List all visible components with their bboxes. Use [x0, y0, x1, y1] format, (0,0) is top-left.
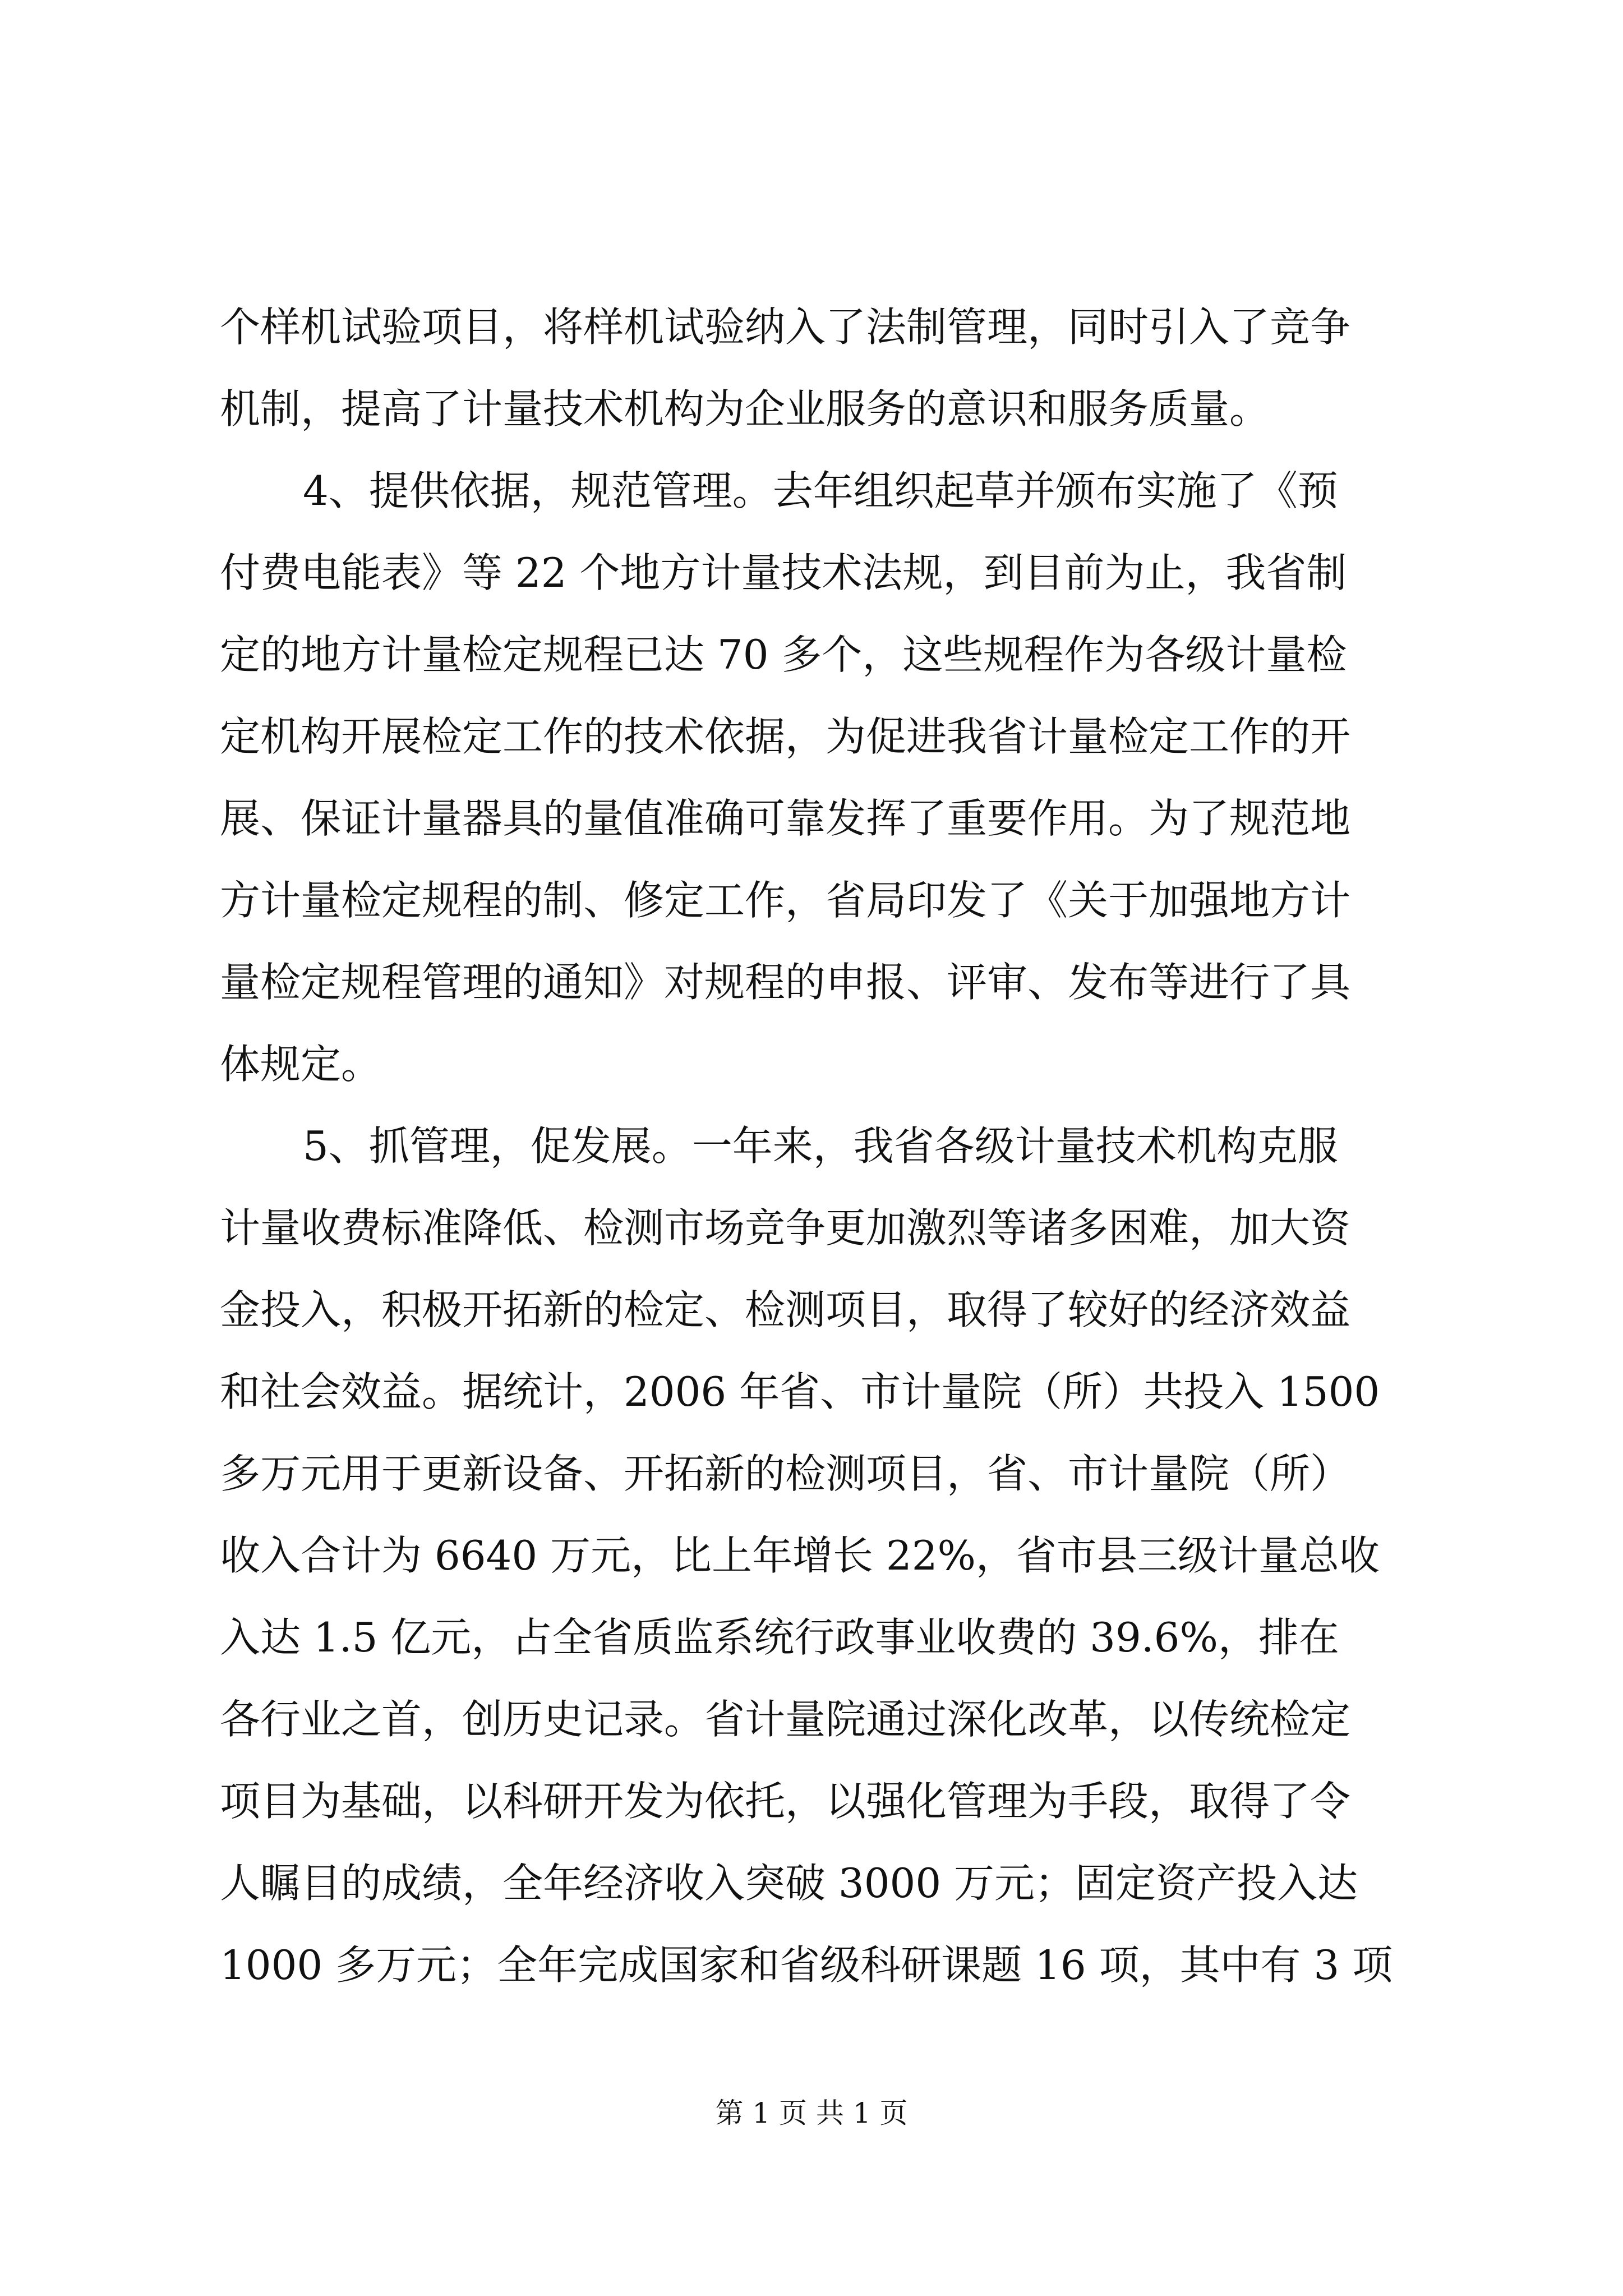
text-line: 定机构开展检定工作的技术依据，为促进我省计量检定工作的开: [220, 713, 1351, 760]
text-line: 人瞩目的成绩，全年经济收入突破 3000 万元；固定资产投入达: [220, 1860, 1358, 1907]
text-line: 定的地方计量检定规程已达 70 多个，这些规程作为各级计量检: [220, 631, 1347, 678]
text-line: 个样机试验项目，将样机试验纳入了法制管理，同时引入了竞争: [220, 303, 1351, 351]
page-number-label: 第 1 页 共 1 页: [715, 2097, 908, 2129]
text-line: 机制，提高了计量技术机构为企业服务的意识和服务质量。: [220, 385, 1270, 432]
text-line: 体规定。: [220, 1041, 382, 1088]
text-line: 项目为基础，以科研开发为依托，以强化管理为手段，取得了令: [220, 1778, 1351, 1825]
text-line: 收入合计为 6640 万元，比上年增长 22%，省市县三级计量总收: [220, 1532, 1380, 1579]
text-line: 展、保证计量器具的量值准确可靠发挥了重要作用。为了规范地: [220, 795, 1351, 842]
text-line: 多万元用于更新设备、开拓新的检测项目，省、市计量院（所）: [220, 1450, 1351, 1497]
text-line: 付费电能表》等 22 个地方计量技术法规，到目前为止，我省制: [220, 549, 1347, 596]
paragraph-start-line: 4、提供依据，规范管理。去年组织起草并颁布实施了《预: [303, 467, 1338, 514]
text-line: 量检定规程管理的通知》对规程的申报、评审、发布等进行了具: [220, 959, 1351, 1006]
text-line: 方计量检定规程的制、修定工作，省局印发了《关于加强地方计: [220, 877, 1351, 924]
page-footer: [0, 2093, 1623, 2133]
text-line: 计量收费标准降低、检测市场竞争更加激烈等诸多困难，加大资: [220, 1204, 1351, 1251]
paragraph-start-line: 5、抓管理，促发展。一年来，我省各级计量技术机构克服: [303, 1122, 1338, 1170]
text-line: 各行业之首，创历史记录。省计量院通过深化改革，以传统检定: [220, 1696, 1351, 1743]
text-line: 1000 多万元；全年完成国家和省级科研课题 16 项，其中有 3 项: [220, 1941, 1393, 1989]
text-line: 金投入，积极开拓新的检定、检测项目，取得了较好的经济效益: [220, 1286, 1351, 1333]
text-line: 入达 1.5 亿元，占全省质监系统行政事业收费的 39.6%，排在: [220, 1614, 1339, 1661]
body-text: [220, 286, 1426, 2006]
text-line: 和社会效益。据统计，2006 年省、市计量院（所）共投入 1500: [220, 1368, 1380, 1415]
